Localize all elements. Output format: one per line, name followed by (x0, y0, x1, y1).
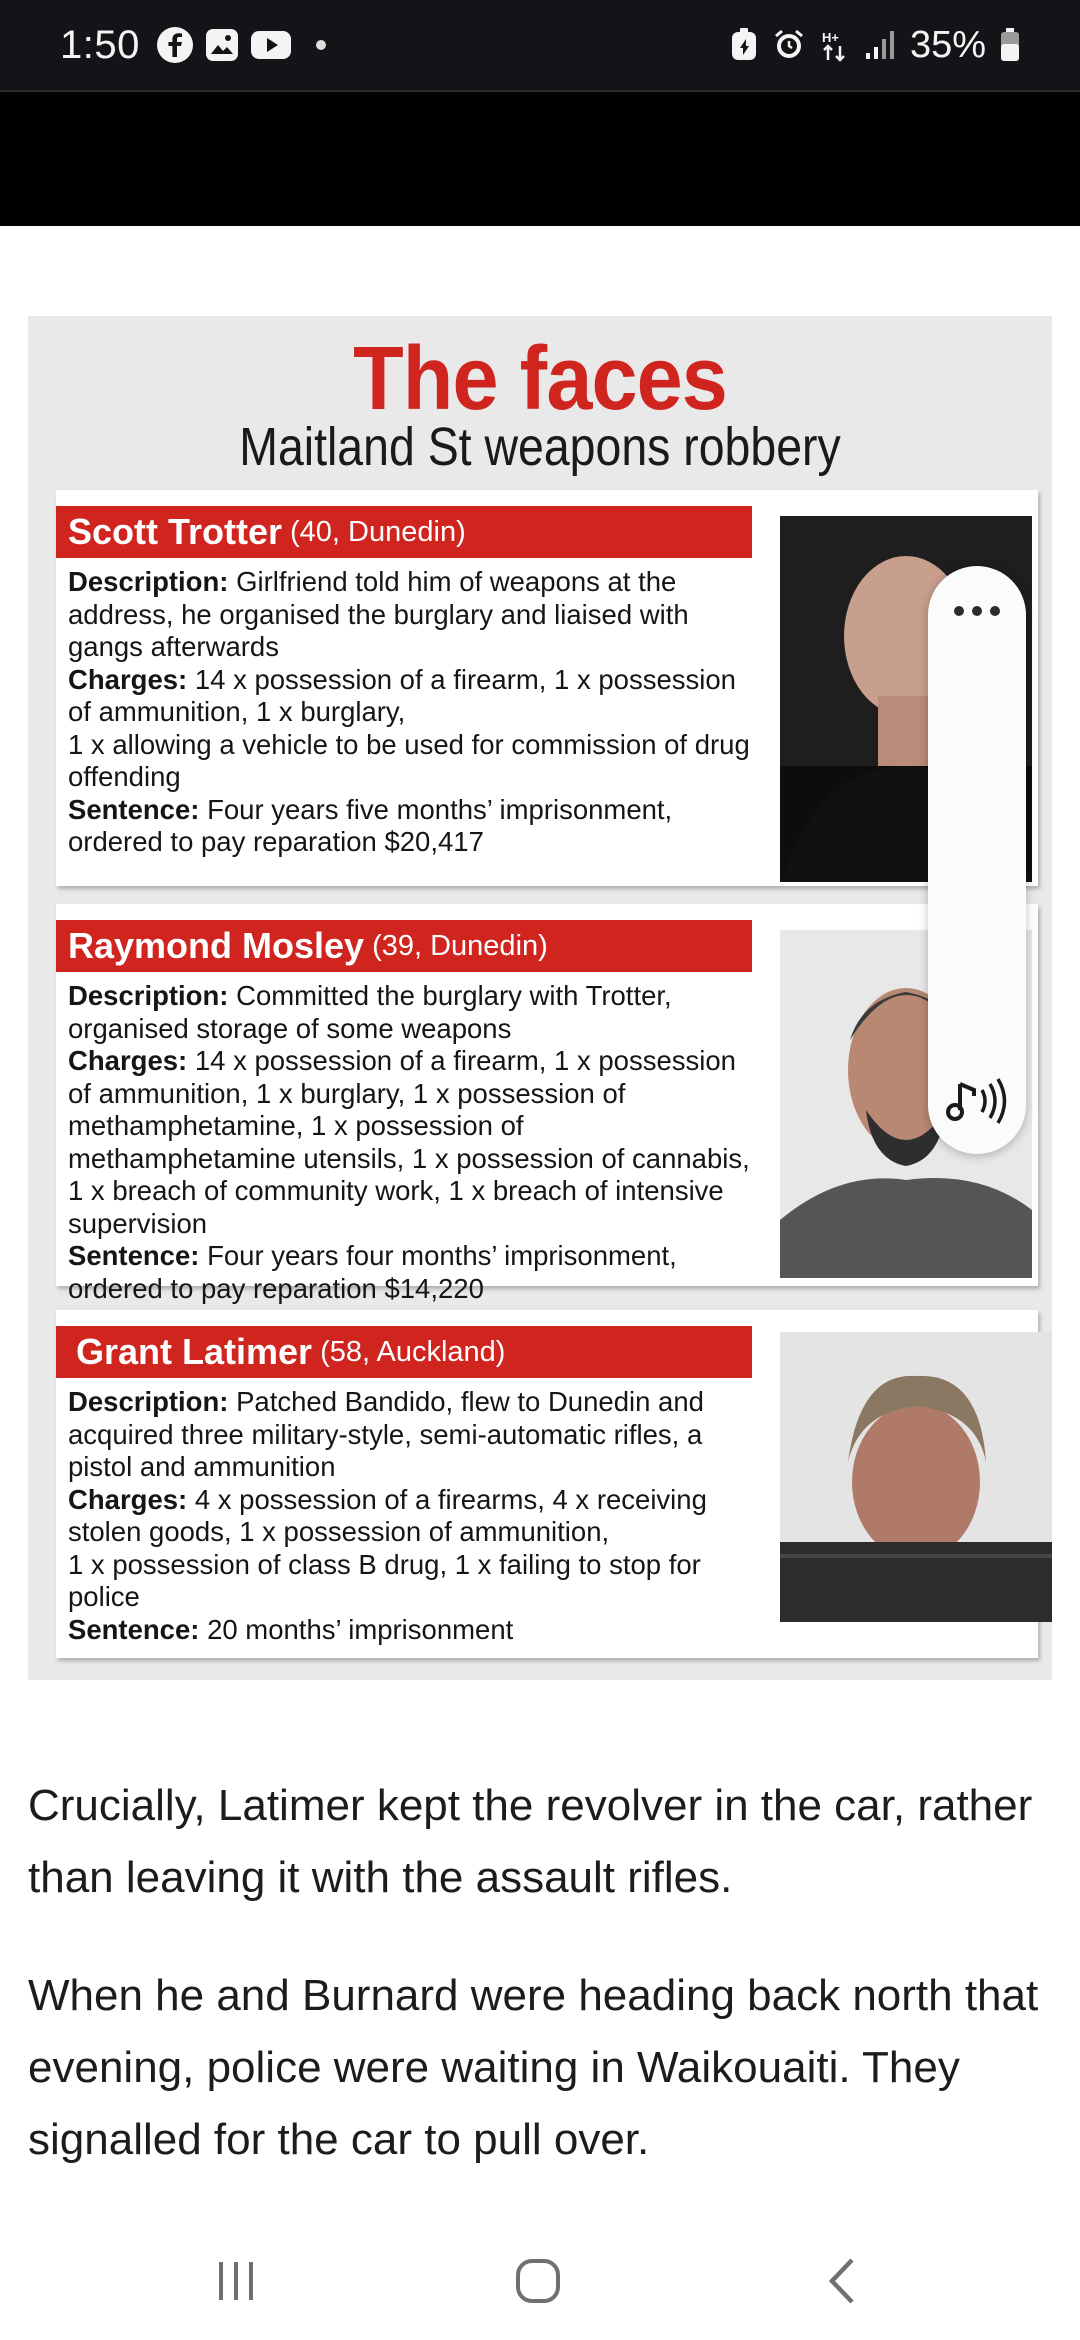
person-card-latimer (56, 1310, 1038, 1658)
facebook-icon (156, 26, 194, 64)
person-photo (780, 1332, 1052, 1622)
recent-apps-icon[interactable] (196, 2246, 276, 2316)
top-banner (0, 92, 1080, 226)
person-details (68, 1386, 758, 1646)
home-icon[interactable] (498, 2246, 578, 2316)
more-options-icon[interactable] (928, 606, 1026, 616)
charges-extra-line: 1 x allowing a vehicle to be used for commission of drug offending (68, 728, 750, 792)
person-name: Grant Latimer (76, 1331, 313, 1372)
infographic-image (28, 316, 1052, 1680)
alarm-icon (772, 28, 806, 62)
charges-extra-line: 1 x possession of class B drug, 1 x failing to stop for police (68, 1548, 701, 1612)
infographic-subtitle: Maitland St weapons robbery (239, 417, 841, 477)
person-name: Scott Trotter (68, 511, 283, 552)
battery-saver-icon (730, 28, 758, 62)
navigation-bar (0, 2220, 1080, 2340)
charges-line: Charges: 4 x possession of a firearms, 4 x receiving stolen goods, 1 x possession of ammunition, (68, 1483, 707, 1547)
youtube-icon (250, 29, 292, 61)
person-meta: (39, Dunedin) (372, 929, 548, 962)
gallery-icon (204, 27, 240, 63)
charges-line: Charges: 14 x possession of a firearm, 1 x possession of ammunition, 1 x burglary, (68, 663, 736, 727)
person-card-trotter (56, 490, 1038, 886)
read-aloud-icon[interactable] (946, 1076, 1010, 1126)
person-name: Raymond Mosley (68, 925, 365, 966)
battery-percentage: 35% (909, 23, 986, 66)
back-icon[interactable] (802, 2246, 882, 2316)
status-bar-right (730, 24, 1020, 67)
person-meta: (40, Dunedin) (290, 515, 466, 548)
article-body (28, 1770, 1052, 2222)
person-header (56, 1326, 752, 1378)
person-card-mosley (56, 904, 1038, 1304)
person-details (68, 566, 758, 859)
svg-text:H+: H+ (821, 30, 839, 45)
person-details (68, 980, 758, 1305)
person-meta: (58, Auckland) (320, 1335, 506, 1368)
floating-panel[interactable] (928, 566, 1026, 1154)
person-header (56, 506, 752, 558)
signal-icon (864, 29, 896, 61)
status-time: 1:50 (60, 22, 140, 67)
description-line: Description: Committed the burglary with Trotter, organised storage of some weapons (68, 980, 672, 1044)
description-line: Description: Patched Bandido, flew to Dunedin and acquired three military-style, semi-automatic rifles, a pistol and ammunition (68, 1386, 704, 1482)
article-paragraph: Crucially, Latimer kept the revolver in the car, rather than leaving it with the assault rifles. (28, 1781, 1033, 1902)
battery-icon (1000, 28, 1020, 62)
notification-dot (316, 40, 326, 50)
status-bar-left (60, 23, 326, 68)
status-bar (0, 0, 1080, 92)
data-arrows-icon (820, 28, 850, 62)
article-paragraph: When he and Burnard were heading back north that evening, police were waiting in Waikouaiti. They signalled for the car to pull over. (28, 1971, 1039, 2164)
charges-line: Charges: 14 x possession of a firearm, 1 x possession of ammunition, 1 x burglary, 1 x possession of methamphetamine, 1 x possession of methamphetamine utensils, 1 x possession of cannabis, 1 x breach of community work, 1 x breach of intensive supervision (68, 1045, 750, 1239)
person-header (56, 920, 752, 972)
sentence-line: Sentence: Four years five months’ imprisonment, ordered to pay reparation $20,417 (68, 793, 673, 857)
infographic-title: The faces (353, 329, 727, 429)
sentence-line: Sentence: Four years four months’ imprisonment, ordered to pay reparation $14,220 (68, 1240, 677, 1304)
description-line: Description: Girlfriend told him of weapons at the address, he organised the burglary and liaised with gangs afterwards (68, 566, 689, 662)
sentence-line: Sentence: 20 months’ imprisonment (68, 1613, 514, 1645)
